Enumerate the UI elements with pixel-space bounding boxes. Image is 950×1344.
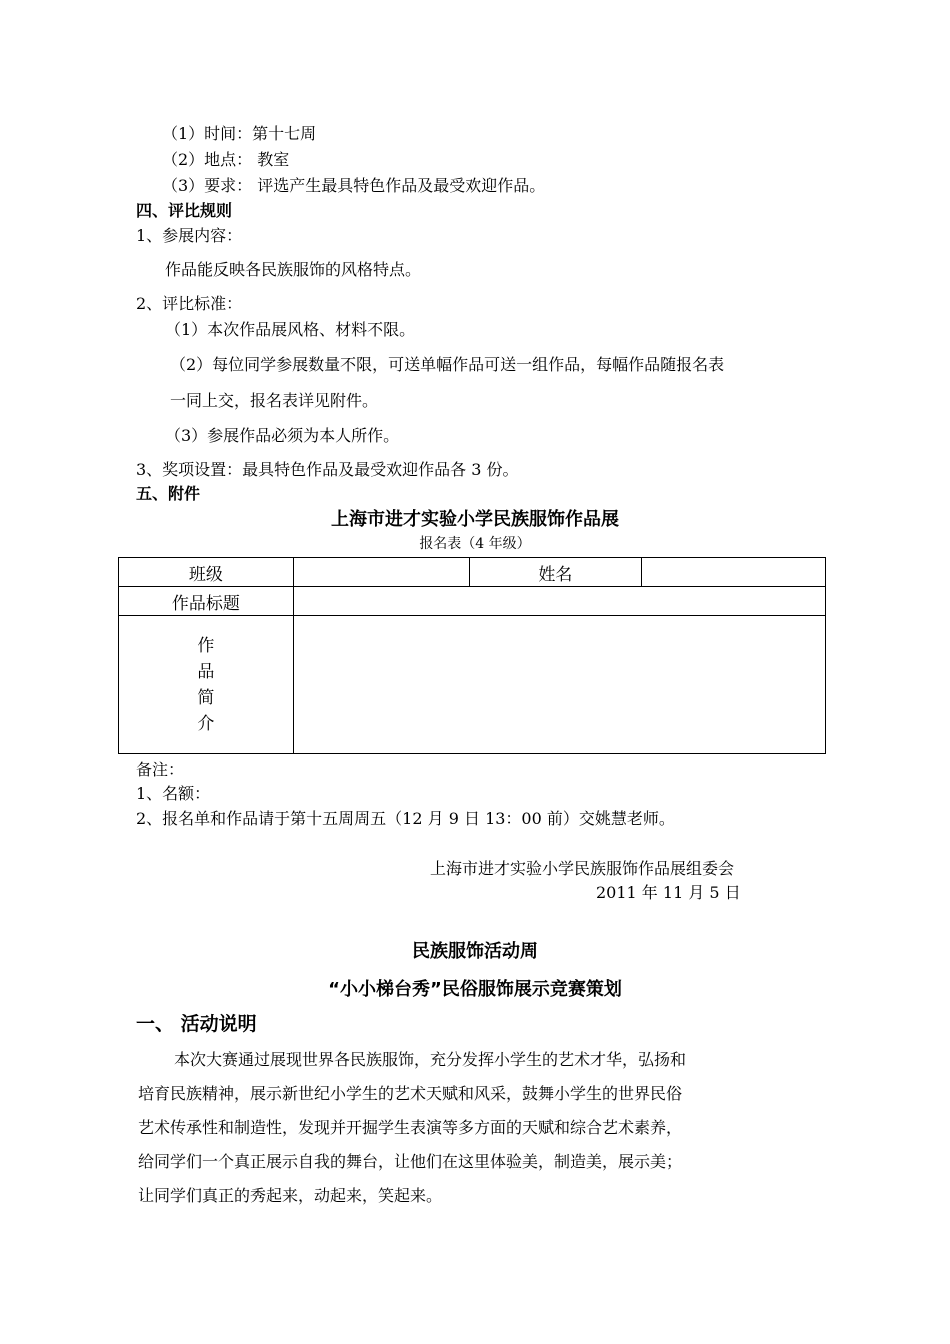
rules-item1-title: 1、参展内容： [136,226,243,245]
table-row [119,558,826,587]
paragraph-line: 培育民族精神，展示新世纪小学生的艺术天赋和风采，鼓舞小学生的世界民俗 [138,1084,683,1103]
plan-title2: “小小梯台秀”民俗服饰展示竞赛策划 [328,979,622,1000]
table-row [119,587,826,616]
organizer: 上海市进才实验小学民族服饰作品展组委会 [430,859,735,878]
rules-item1-text: 作品能反映各民族服饰的风格特点。 [165,260,422,279]
rules-item2-title: 2、评比标准： [136,294,243,313]
name-field[interactable] [642,558,826,587]
date: 2011 年 11 月 5 日 [596,883,741,902]
label-name: 姓名 [469,558,642,587]
schedule-time: （1）时间：第十七周 [162,124,317,143]
attachment-heading: 五、附件 [136,484,201,503]
label-intro-char: 作 [197,635,215,656]
label-intro-cell [119,616,294,754]
plan-title1: 民族服饰活动周 [412,941,538,962]
activity-description [138,1043,798,1213]
table-row [119,616,826,754]
notes-item1: 1、名额： [136,784,211,803]
paragraph-line: 艺术传承性和制造性，发现并开掘学生表演等多方面的天赋和综合艺术素养， [138,1118,683,1137]
notes-item2: 2、报名单和作品请于第十五周周五（12 月 9 日 13：00 前）交姚慧老师。 [136,809,675,828]
registration-form-table [118,557,826,754]
label-work-title: 作品标题 [119,587,294,616]
rules-item2-sub2b: 一同上交，报名表详见附件。 [170,391,379,410]
rules-heading: 四、评比规则 [136,201,233,220]
rules-item2-sub2a: （2）每位同学参展数量不限，可送单幅作品可送一组作品，每幅作品随报名表 [170,355,725,374]
work-title-field[interactable] [293,587,825,616]
rules-item2-sub1: （1）本次作品展风格、材料不限。 [165,320,416,339]
schedule-place: （2）地点： 教室 [162,150,290,169]
paragraph-line: 让同学们真正的秀起来，动起来，笑起来。 [138,1186,443,1205]
rules-item2-sub3: （3）参展作品必须为本人所作。 [165,426,400,445]
label-intro [197,633,214,737]
label-intro-char: 简 [197,687,215,708]
label-intro-char: 介 [197,713,215,734]
paragraph-line: 本次大赛通过展现世界各民族服饰，充分发挥小学生的艺术才华，弘扬和 [174,1050,687,1069]
section1-heading: 一、 活动说明 [136,1013,257,1035]
form-title: 上海市进才实验小学民族服饰作品展 [331,509,619,530]
label-intro-char: 品 [197,661,215,682]
rules-item3: 3、奖项设置：最具特色作品及最受欢迎作品各 3 份。 [136,460,519,479]
notes-heading: 备注： [136,760,185,779]
intro-field[interactable] [293,616,825,754]
form-subtitle: 报名表（4 年级） [419,536,531,552]
class-field[interactable] [293,558,469,587]
schedule-requirement: （3）要求： 评选产生最具特色作品及最受欢迎作品。 [162,176,546,195]
label-class: 班级 [119,558,294,587]
paragraph-line: 给同学们一个真正展示自我的舞台，让他们在这里体验美，制造美，展示美； [138,1152,683,1171]
